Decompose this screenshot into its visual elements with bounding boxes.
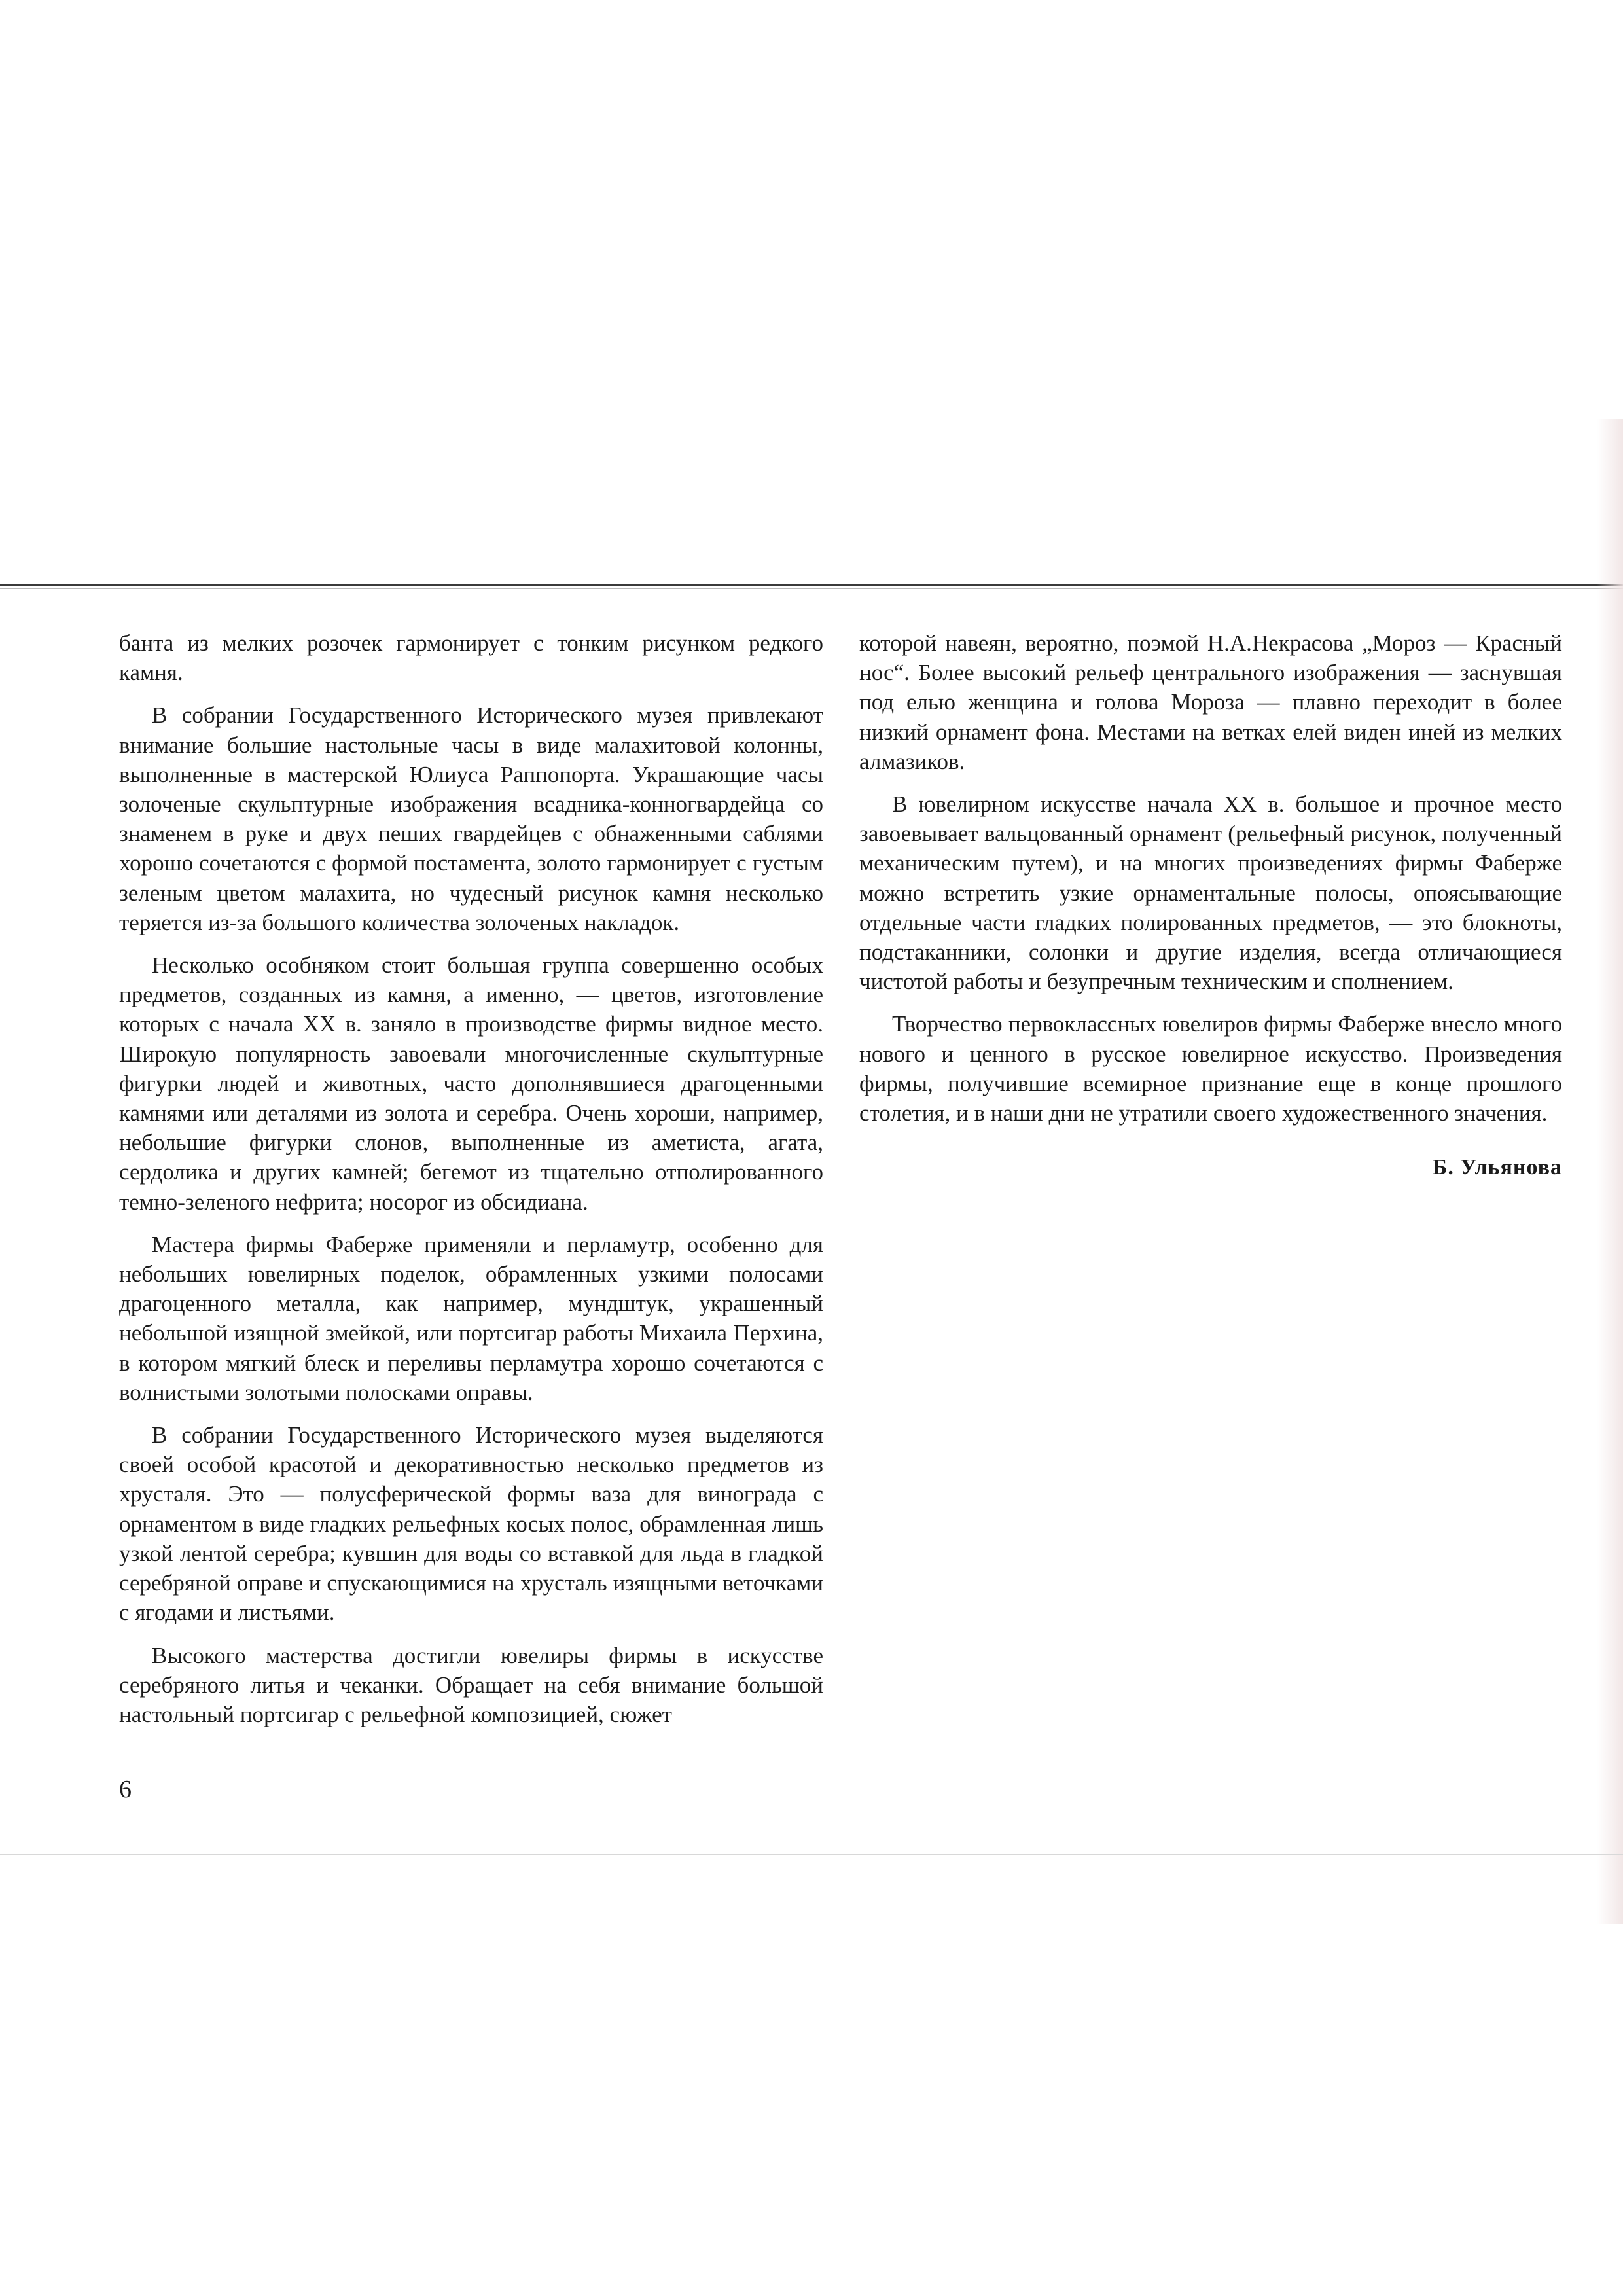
paragraph-rolled-ornament: В ювелирном искусстве начала XX в. большое и прочное место завоевывает вальцованный орнамент (рельефный рисунок, полученный механическим путем), и на многих произведениях фирмы Фаберже можно встретить узкие орнаментальные полосы, опоясывающие отдельные части гладких полированных предметов, — это блокноты, подстаканники, солонки и другие изделия, всегда отличающиеся чистотой работы и безупречным техническим и сполнением. — [859, 791, 1562, 995]
paragraph-cigarette-case-relief: которой навеян, вероятно, поэмой Н.А.Некрасова „Мороз — Красный нос“. Более высокий рельеф центрального изображения — заснувшая под елью женщина и голова Мороза — плавно переходит в более низкий орнамент фона. Местами на ветках елей виден иней из мелких алмазиков. — [859, 630, 1562, 774]
author-signature: Б. Ульянова — [1432, 1155, 1562, 1180]
paragraph-conclusion: Творчество первоклассных ювелиров фирмы Фаберже внесло много нового и ценного в русское ювелирное искусство. Произведения фирмы, получившие всемирное признание еще в конце прошлого столетия, и в наши дни не утратили своего художественного значения. — [859, 1011, 1562, 1126]
paragraph-crystal-items: В собрании Государственного Исторического музея выделяются своей особой красотой и декоративностью несколько предметов из хрусталя. Это — полусферической формы ваза для винограда с орнаментом в виде гладких рельефных косых полос, обрамленная лишь узкой лентой серебра; кувшин для воды со вставкой для льда в гладкой серебряной оправе и спускающимися на хрусталь изящными веточками с ягодами и листьями. — [119, 1422, 823, 1626]
top-horizontal-rule-shadow — [0, 588, 1623, 589]
paragraph-mother-of-pearl: Мастера фирмы Фаберже применяли и перламутр, особенно для небольших ювелирных поделок, обрамленных узкими полосами драгоценного металла, как например, мундштук, украшенный небольшой изящной змейкой, или портсигар работы Михаила Перхина, в котором мягкий блеск и переливы перламутра хорошо сочетаются с волнистыми золотыми полосками оправы. — [119, 1231, 823, 1405]
left-text-column — [119, 628, 823, 1742]
paragraph-malachite-clock: В собрании Государственного Исторического музея привлекают внимание большие настольные часы в виде малахитовой колонны, выполненные в мастерской Юлиуса Раппопорта. Украшающие часы золоченые скульптурные изображения всадника-конногвардейца со знаменем в руке и двух пеших гвардейцев с обнаженными саблями хорошо сочетаются с формой постамента, золото гармонирует с густым зеленым цветом малахита, но чудесный рисунок камня несколько теряется из-за большого количества золоченых накладок. — [119, 702, 823, 935]
page-edge-shadow — [1597, 419, 1623, 1924]
paragraph-continuation: банта из мелких розочек гармонирует с тонким рисунком редкого камня. — [119, 630, 823, 686]
right-text-column — [859, 628, 1562, 1182]
page-number: 6 — [119, 1776, 132, 1803]
paragraph-silver-casting: Высокого мастерства достигли ювелиры фирмы в искусстве серебряного литья и чеканки. Обращает на себя внимание большой настольный портсигар с рельефной композицией, сюжет — [119, 1642, 823, 1727]
top-horizontal-rule — [0, 584, 1623, 586]
paragraph-stone-figures: Несколько особняком стоит большая группа совершенно особых предметов, созданных из камня, а именно, — цветов, изготовление которых с начала XX в. заняло в производстве фирмы видное место. Широкую популярность завоевали многочисленные скульптурные фигурки людей и животных, часто дополнявшиеся драгоценными камнями или деталями из золота и серебра. Очень хороши, например, небольшие фигурки слонов, выполненные из аметиста, агата, сердолика и других камней; бегемот из тщательно отполированного темно-зеленого нефрита; носорог из обсидиана. — [119, 952, 823, 1215]
bottom-page-edge — [0, 1854, 1623, 1855]
